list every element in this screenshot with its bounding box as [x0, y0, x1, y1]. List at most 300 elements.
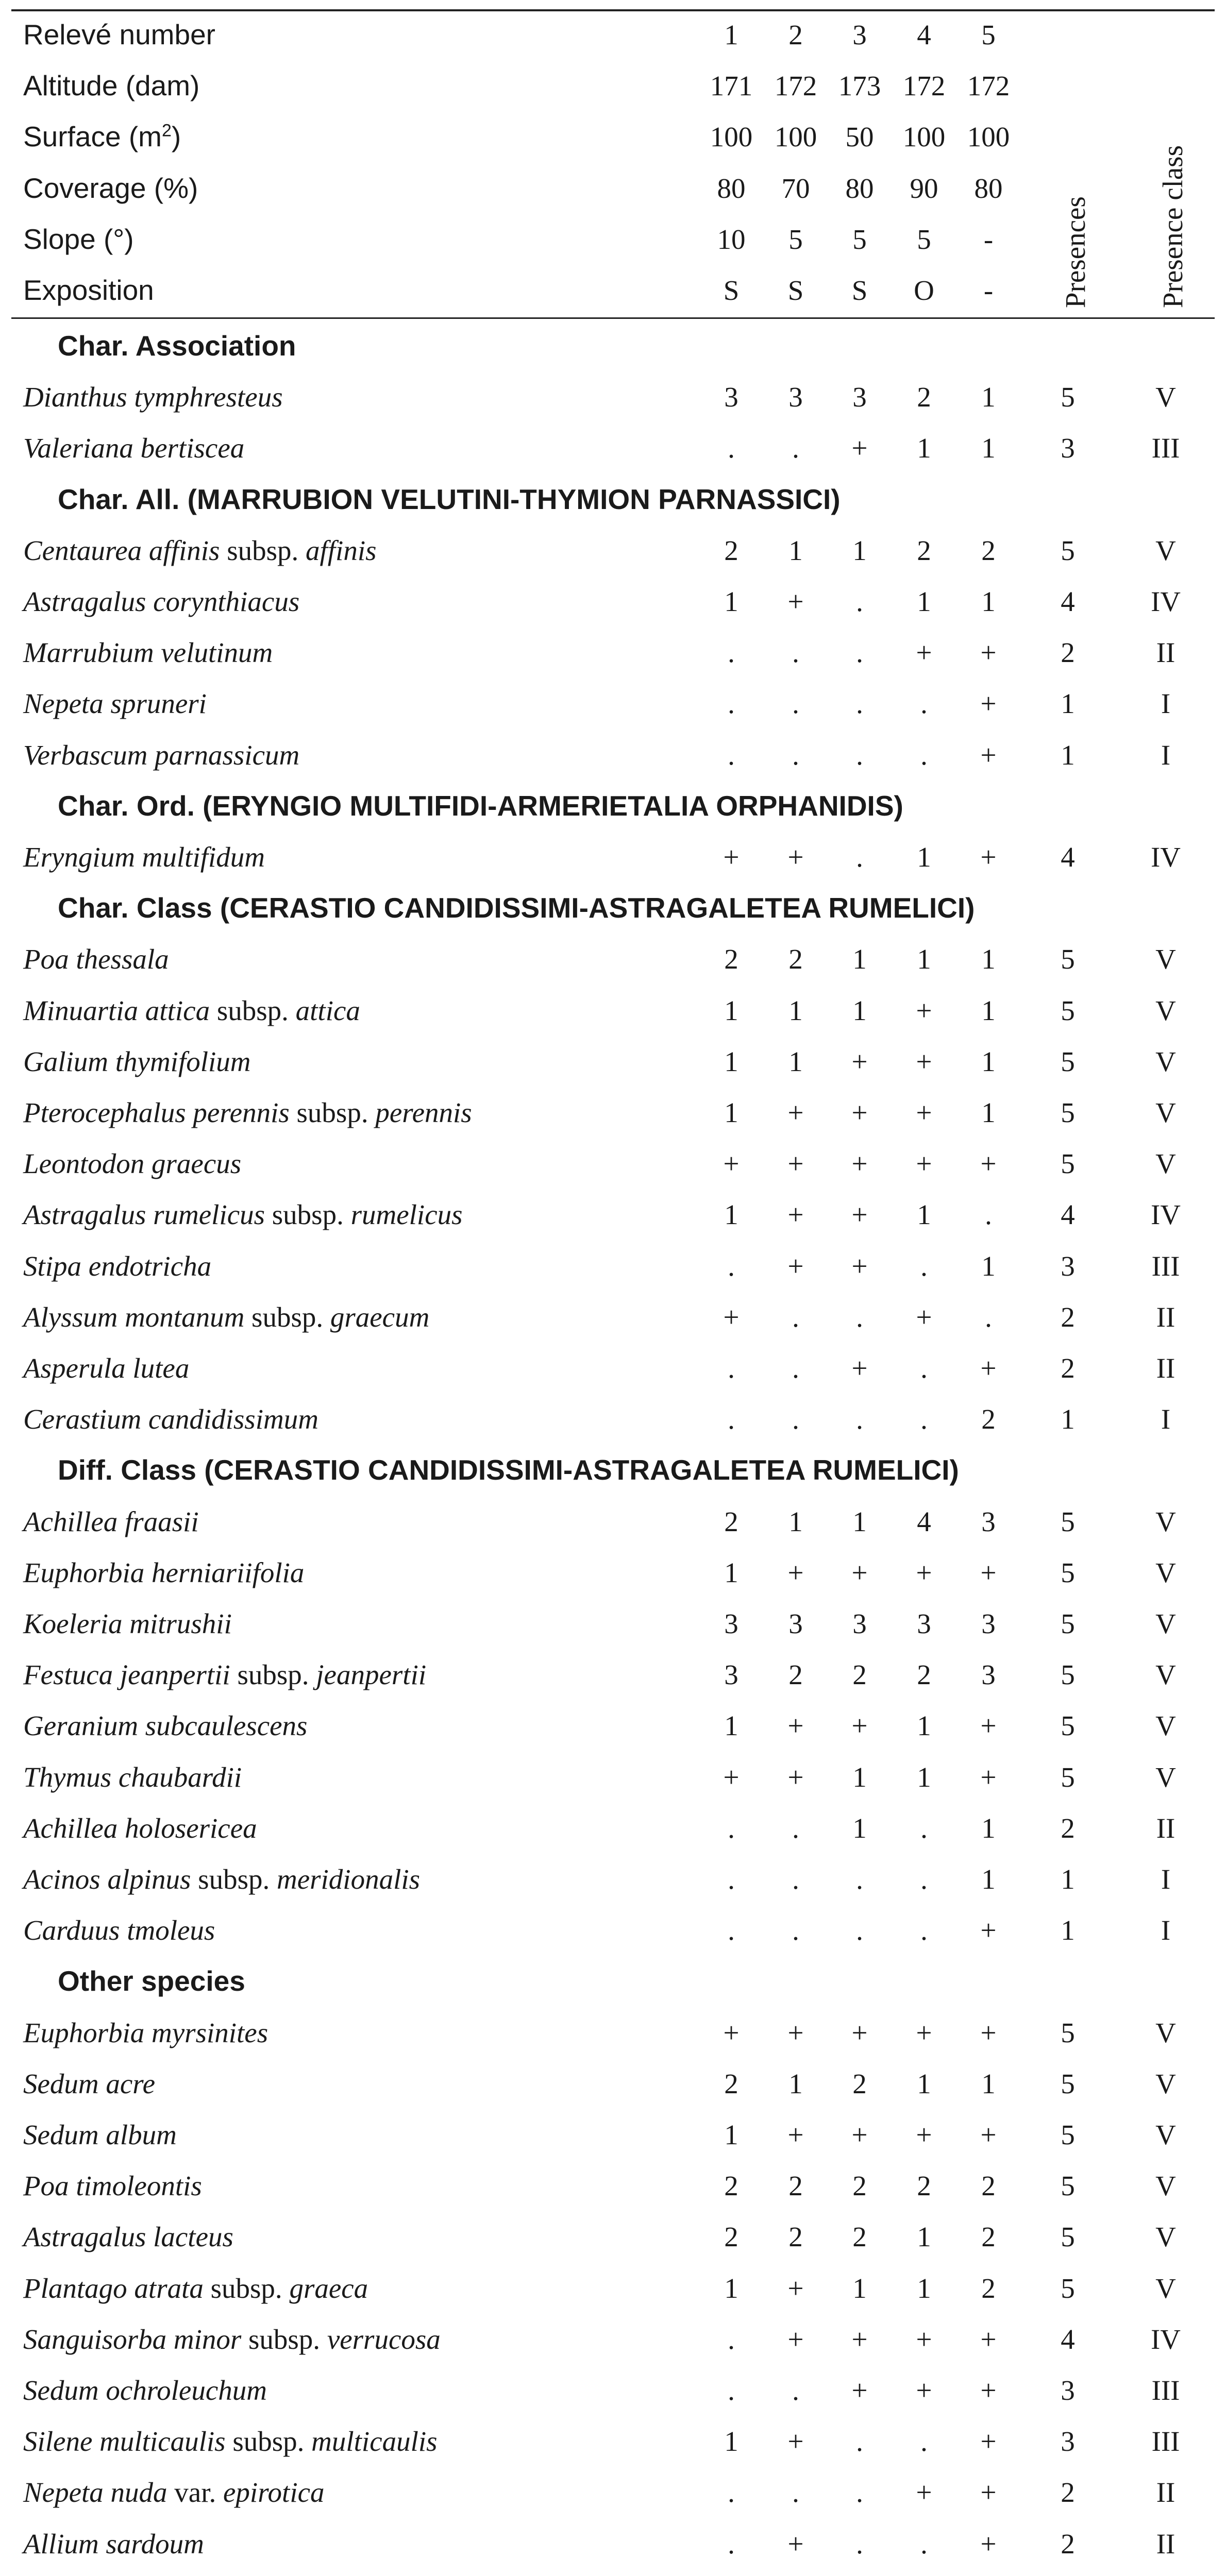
presences-value: 2 [1061, 1301, 1075, 1333]
header-value: S [851, 275, 868, 306]
presence-class-value: II [1156, 1812, 1175, 1844]
species-name-rank: subsp. [225, 2426, 312, 2458]
species-name-italic: Asperula lutea [23, 1352, 190, 1384]
releve-value: 1 [981, 1045, 996, 1077]
releve-value [700, 2569, 762, 2576]
releve-value: 3 [724, 1608, 738, 1639]
presence-class-value: III [1151, 432, 1180, 464]
species-name [23, 1905, 215, 1956]
releve-value: + [787, 2119, 804, 2150]
header-value: 80 [717, 172, 746, 204]
section-heading [11, 474, 1215, 525]
releve-value: . [856, 1863, 863, 1895]
species-name [23, 2109, 177, 2160]
releve-value: + [851, 2016, 868, 2048]
releve-value: + [851, 1199, 868, 1231]
species-name-italic: affinis [306, 534, 377, 566]
releve-value: + [851, 1556, 868, 1588]
species-name-italic: Valeriana bertiscea [23, 432, 245, 464]
species-name-italic: Poa thessala [23, 943, 169, 975]
releve-value: . [856, 586, 863, 617]
species-name-italic: Cerastium candidissimum [23, 1403, 318, 1435]
header-label [23, 111, 181, 162]
header-value: 4 [917, 19, 931, 50]
releve-value: + [916, 2119, 932, 2150]
presences-value: 5 [1061, 2119, 1075, 2150]
releve-value: 3 [852, 1608, 867, 1639]
presences-value: 5 [1061, 1761, 1075, 1793]
species-name-italic: Achillea holosericea [23, 1812, 257, 1844]
table-row [11, 2007, 1215, 2058]
releve-value: 2 [917, 534, 931, 566]
presences-value: 5 [1061, 1710, 1075, 1742]
header-value: 5 [852, 223, 867, 255]
releve-value: 1 [981, 381, 996, 413]
presence-class-value: II [1156, 1301, 1175, 1333]
releve-value: 2 [917, 2170, 931, 2202]
table-row [11, 934, 1215, 985]
releve-value: + [980, 1710, 997, 1742]
species-name-italic: jeanpertii [316, 1659, 427, 1691]
species-name-italic: Nepeta spruneri [23, 688, 207, 720]
species-name-italic: perennis [375, 1097, 472, 1128]
table-row [11, 525, 1215, 576]
section-heading [11, 320, 1215, 371]
species-name-italic: Koeleria mitrushii [23, 1608, 232, 1639]
presence-class-value: V [1155, 2119, 1176, 2150]
releve-value: 2 [788, 2170, 803, 2202]
species-name-italic: graeca [289, 2272, 368, 2304]
species-name-italic: Minuartia attica [23, 994, 210, 1026]
releve-value: . [920, 1863, 928, 1895]
species-name-rank: subsp. [289, 1097, 376, 1128]
releve-value: + [787, 1761, 804, 1793]
header-value: - [983, 275, 994, 306]
header-value: 173 [838, 70, 881, 102]
presence-class-value [1135, 2569, 1197, 2576]
releve-value: + [916, 1556, 932, 1588]
species-name [23, 985, 360, 1036]
releve-value [958, 2569, 1019, 2576]
releve-value: . [856, 1914, 863, 1946]
releve-value: . [920, 2426, 928, 2458]
releve-value: 1 [917, 432, 931, 464]
section-title: Char. Class (CERASTIO CANDIDISSIMI-ASTRAGALETEA RUMELICI) [58, 892, 975, 924]
species-name [23, 1087, 472, 1138]
releve-value: + [851, 432, 868, 464]
species-name-italic: Leontodon graecus [23, 1148, 242, 1180]
presences-value: 5 [1061, 1148, 1075, 1180]
header-label [23, 265, 154, 316]
table-row [11, 1700, 1215, 1751]
releve-value: 1 [981, 1250, 996, 1282]
releve-value: 1 [788, 2067, 803, 2099]
species-name-italic: Euphorbia myrsinites [23, 2016, 268, 2048]
releve-value: . [856, 688, 863, 720]
releve-value: + [787, 2323, 804, 2355]
species-name-italic: graecum [330, 1301, 430, 1333]
releve-value: + [787, 1710, 804, 1742]
presence-class-value: V [1155, 994, 1176, 1026]
releve-value [765, 2569, 827, 2576]
species-name-italic: Verbascum parnassicum [23, 739, 300, 771]
releve-value: . [728, 637, 735, 669]
releve-value: . [856, 1301, 863, 1333]
header-value: 10 [717, 223, 746, 255]
table-row [11, 1752, 1215, 1803]
releve-value: + [916, 1301, 932, 1333]
releve-value: . [728, 2323, 735, 2355]
header-row [11, 163, 1215, 214]
header-value: 5 [917, 223, 931, 255]
header-row [11, 265, 1215, 316]
releve-value: 2 [788, 943, 803, 975]
releve-value: 2 [724, 2221, 738, 2253]
releve-value: 1 [981, 586, 996, 617]
presences-value: 3 [1061, 1250, 1075, 1282]
presences-value: 3 [1061, 2375, 1075, 2406]
species-name [23, 1138, 241, 1189]
presence-class-value: V [1155, 1710, 1176, 1742]
section-heading [11, 781, 1215, 832]
releve-value: + [851, 1148, 868, 1180]
presences-value: 5 [1061, 2170, 1075, 2202]
table-row [11, 576, 1215, 627]
releve-value: 1 [852, 1505, 867, 1537]
presence-class-value: V [1155, 1608, 1176, 1639]
species-name-rank: subsp. [230, 1659, 316, 1691]
presence-class-value: V [1155, 2272, 1176, 2304]
releve-value: 1 [724, 2119, 738, 2150]
releve-value: 1 [724, 2272, 738, 2304]
species-name [23, 832, 265, 883]
header-label [23, 9, 215, 60]
releve-value: 2 [981, 2272, 996, 2304]
species-name-italic: Poa timoleontis [23, 2170, 202, 2202]
presences-column-label: Presences [1060, 196, 1091, 308]
presence-class-value: IV [1150, 586, 1181, 617]
section-title: Char. Ord. (ERYNGIO MULTIFIDI-ARMERIETALIA ORPHANIDIS) [58, 789, 903, 822]
species-name-italic: Sedum acre [23, 2067, 156, 2099]
releve-value: 1 [788, 1045, 803, 1077]
presences-value: 1 [1061, 1403, 1075, 1435]
presence-class-value: I [1161, 1863, 1171, 1895]
releve-value: + [980, 2016, 997, 2048]
releve-value: 1 [724, 1045, 738, 1077]
header-label-text: Relevé number [23, 19, 215, 50]
species-name [23, 2263, 368, 2314]
releve-value: . [792, 688, 799, 720]
releve-value: . [920, 1914, 928, 1946]
species-name [23, 627, 273, 678]
releve-value: 2 [852, 2067, 867, 2099]
header-value: O [914, 275, 934, 306]
table-row [11, 2467, 1215, 2518]
releve-value: 2 [724, 534, 738, 566]
releve-value: 1 [917, 1199, 931, 1231]
table-row [11, 2365, 1215, 2416]
releve-value: + [851, 1710, 868, 1742]
releve-value: . [792, 1352, 799, 1384]
releve-value: . [792, 1403, 799, 1435]
table-row [11, 2160, 1215, 2211]
releve-value: + [787, 1199, 804, 1231]
species-name [23, 2467, 325, 2518]
species-name-italic: Sanguisorba minor [23, 2323, 242, 2355]
releve-value: . [856, 841, 863, 873]
releve-value: + [851, 1352, 868, 1384]
releve-value: . [920, 688, 928, 720]
presence-class-value: IV [1150, 1199, 1181, 1231]
releve-value: + [916, 2323, 932, 2355]
releve-value: + [980, 2119, 997, 2150]
species-name-italic: rumelicus [350, 1199, 463, 1231]
header-label-superscript: 2 [161, 121, 172, 141]
presences-value: 5 [1061, 2272, 1075, 2304]
releve-value: 2 [724, 2170, 738, 2202]
releve-value: 1 [981, 994, 996, 1026]
releve-value: + [916, 1045, 932, 1077]
releve-value: 3 [788, 1608, 803, 1639]
releve-value: . [728, 2528, 735, 2560]
species-name [23, 1598, 232, 1649]
species-name-italic: verrucosa [327, 2323, 441, 2355]
species-name-italic: Euphorbia herniariifolia [23, 1556, 305, 1588]
species-name-rank: subsp. [220, 534, 306, 566]
presences-value: 5 [1061, 1659, 1075, 1691]
releve-value: + [916, 994, 932, 1026]
header-value: 100 [774, 121, 817, 153]
header-row [11, 111, 1215, 162]
species-name-italic: multicaulis [311, 2426, 438, 2458]
presences-value: 3 [1061, 432, 1075, 464]
header-value: 50 [845, 121, 874, 153]
species-name-italic: epirotica [223, 2477, 325, 2509]
presences-value: 5 [1061, 1097, 1075, 1128]
releve-value: + [916, 2016, 932, 2048]
releve-value: 2 [724, 943, 738, 975]
releve-value: 4 [917, 1505, 931, 1537]
releve-value: . [856, 2426, 863, 2458]
presence-class-value: V [1155, 1148, 1176, 1180]
species-name-italic: Centaurea affinis [23, 534, 220, 566]
releve-value: + [787, 1556, 804, 1588]
header-label [23, 163, 198, 214]
presences-value [1039, 2569, 1096, 2576]
presence-class-value: V [1155, 1505, 1176, 1537]
header-value: S [787, 275, 804, 306]
releve-value: 1 [917, 2067, 931, 2099]
releve-value: + [980, 2323, 997, 2355]
releve-value: + [916, 637, 932, 669]
presences-value: 5 [1061, 994, 1075, 1026]
releve-value: 1 [852, 2272, 867, 2304]
species-name-italic: Astragalus rumelicus [23, 1199, 265, 1231]
presence-class-value: III [1151, 2375, 1180, 2406]
section-heading [11, 883, 1215, 934]
header-value: - [983, 223, 994, 255]
releve-value: 2 [852, 2170, 867, 2202]
releve-value [893, 2569, 955, 2576]
releve-value: 1 [917, 1710, 931, 1742]
presences-value: 5 [1061, 2221, 1075, 2253]
releve-value: . [920, 1352, 928, 1384]
header-value: 172 [902, 70, 946, 102]
header-value: 100 [967, 121, 1010, 153]
releve-value: 1 [981, 1863, 996, 1895]
releve-value: + [980, 739, 997, 771]
presence-class-value: V [1155, 2067, 1176, 2099]
releve-value: + [787, 2528, 804, 2560]
releve-value: + [980, 688, 997, 720]
table-row [11, 1394, 1215, 1445]
releve-value: . [792, 1812, 799, 1844]
releve-value: . [728, 1352, 735, 1384]
species-name-italic: Alyssum montanum [23, 1301, 245, 1333]
table-row [11, 1087, 1215, 1138]
releve-value: + [723, 1761, 740, 1793]
header-value: 100 [710, 121, 753, 153]
releve-value: 3 [917, 1608, 931, 1639]
releve-value: + [851, 2119, 868, 2150]
header-label [23, 60, 199, 111]
section-title: Other species [58, 1965, 245, 1997]
releve-value: + [916, 1097, 932, 1128]
species-name [23, 1394, 318, 1445]
releve-value: + [980, 2375, 997, 2406]
presences-value: 5 [1061, 1608, 1075, 1639]
releve-value: + [980, 637, 997, 669]
releve-value: 3 [852, 381, 867, 413]
releve-value: 1 [788, 1505, 803, 1537]
releve-value: + [851, 1250, 868, 1282]
releve-value: 3 [981, 1505, 996, 1537]
table-row [11, 371, 1215, 422]
species-name [23, 2518, 204, 2569]
releve-value: + [980, 1556, 997, 1588]
species-name [23, 1241, 211, 1292]
species-name [23, 2007, 268, 2058]
releve-value: 2 [788, 2221, 803, 2253]
releve-value: . [728, 688, 735, 720]
header-value: 1 [724, 19, 738, 50]
header-value: 90 [910, 172, 938, 204]
presence-class-value: V [1155, 2221, 1176, 2253]
releve-value: . [856, 2477, 863, 2509]
releve-value: . [792, 1863, 799, 1895]
releve-value: . [792, 739, 799, 771]
releve-value: 1 [852, 1761, 867, 1793]
table-row [11, 2058, 1215, 2109]
table-row [11, 1189, 1215, 1240]
releve-value: . [728, 1914, 735, 1946]
releve-value: 1 [917, 1761, 931, 1793]
releve-value: + [916, 1148, 932, 1180]
presence-class-value: V [1155, 1045, 1176, 1077]
species-name-italic: Achillea fraasii [23, 1505, 199, 1537]
releve-value: 3 [981, 1608, 996, 1639]
presences-value: 4 [1061, 841, 1075, 873]
releve-value: 1 [788, 534, 803, 566]
header-value: 5 [981, 19, 996, 50]
species-name [23, 1496, 199, 1547]
species-name-italic: Geranium subcaulescens [23, 1710, 308, 1742]
releve-value: + [851, 2323, 868, 2355]
releve-value: + [723, 1148, 740, 1180]
releve-value: 1 [852, 534, 867, 566]
header-value: 172 [774, 70, 817, 102]
species-name-italic: Nepeta nuda [23, 2477, 167, 2509]
presence-class-value: III [1151, 2426, 1180, 2458]
table-row [11, 730, 1215, 781]
species-name [23, 2416, 438, 2467]
species-name [23, 422, 244, 473]
releve-value: + [980, 1352, 997, 1384]
releve-value: 3 [981, 1659, 996, 1691]
table-row [11, 1649, 1215, 1700]
header-rule [11, 317, 1215, 319]
releve-value: + [980, 1914, 997, 1946]
species-name-italic: Marrubium velutinum [23, 637, 273, 669]
header-label-text: Coverage (%) [23, 172, 198, 204]
presence-class-value: V [1155, 1659, 1176, 1691]
presences-value: 4 [1061, 1199, 1075, 1231]
table-row [11, 1036, 1215, 1087]
species-name [23, 1803, 257, 1854]
releve-value: 1 [981, 1097, 996, 1128]
species-name-italic: Silene multicaulis [23, 2426, 226, 2458]
species-name [23, 1649, 426, 1700]
presences-value: 5 [1061, 2016, 1075, 2048]
species-name [23, 934, 169, 985]
releve-value: 3 [788, 381, 803, 413]
releve-value: 1 [981, 943, 996, 975]
presences-value: 5 [1061, 381, 1075, 413]
presence-class-value: I [1161, 739, 1171, 771]
header-label-text: Exposition [23, 274, 154, 306]
presences-value: 4 [1061, 586, 1075, 617]
species-name-italic: Allium sardoum [23, 2528, 204, 2560]
releve-value: 2 [917, 381, 931, 413]
species-name-rank: subsp. [203, 2272, 290, 2304]
releve-value: + [980, 2477, 997, 2509]
header-value: 70 [781, 172, 810, 204]
releve-value: . [920, 2528, 928, 2560]
releve-value: . [792, 1301, 799, 1333]
releve-value: . [792, 432, 799, 464]
species-name-italic: Pterocephalus perennis [23, 1097, 290, 1128]
presence-class-value: I [1161, 1914, 1171, 1946]
releve-value: 1 [724, 994, 738, 1026]
releve-value: . [792, 2477, 799, 2509]
species-name [23, 2160, 202, 2211]
table-row [11, 2263, 1215, 2314]
species-name-italic: Astragalus corynthiacus [23, 586, 300, 617]
header-row [11, 9, 1215, 60]
species-name-rank: subsp. [244, 1301, 330, 1333]
releve-value: 2 [981, 2170, 996, 2202]
species-name [23, 525, 377, 576]
species-name [23, 678, 207, 729]
species-name [23, 2365, 267, 2416]
species-name [23, 1189, 463, 1240]
releve-value: + [787, 1148, 804, 1180]
releve-value: + [787, 2272, 804, 2304]
presence-class-value: V [1155, 381, 1176, 413]
species-name-italic: Stipa endotricha [23, 1250, 212, 1282]
releve-value: + [787, 2426, 804, 2458]
header-value: 3 [852, 19, 867, 50]
